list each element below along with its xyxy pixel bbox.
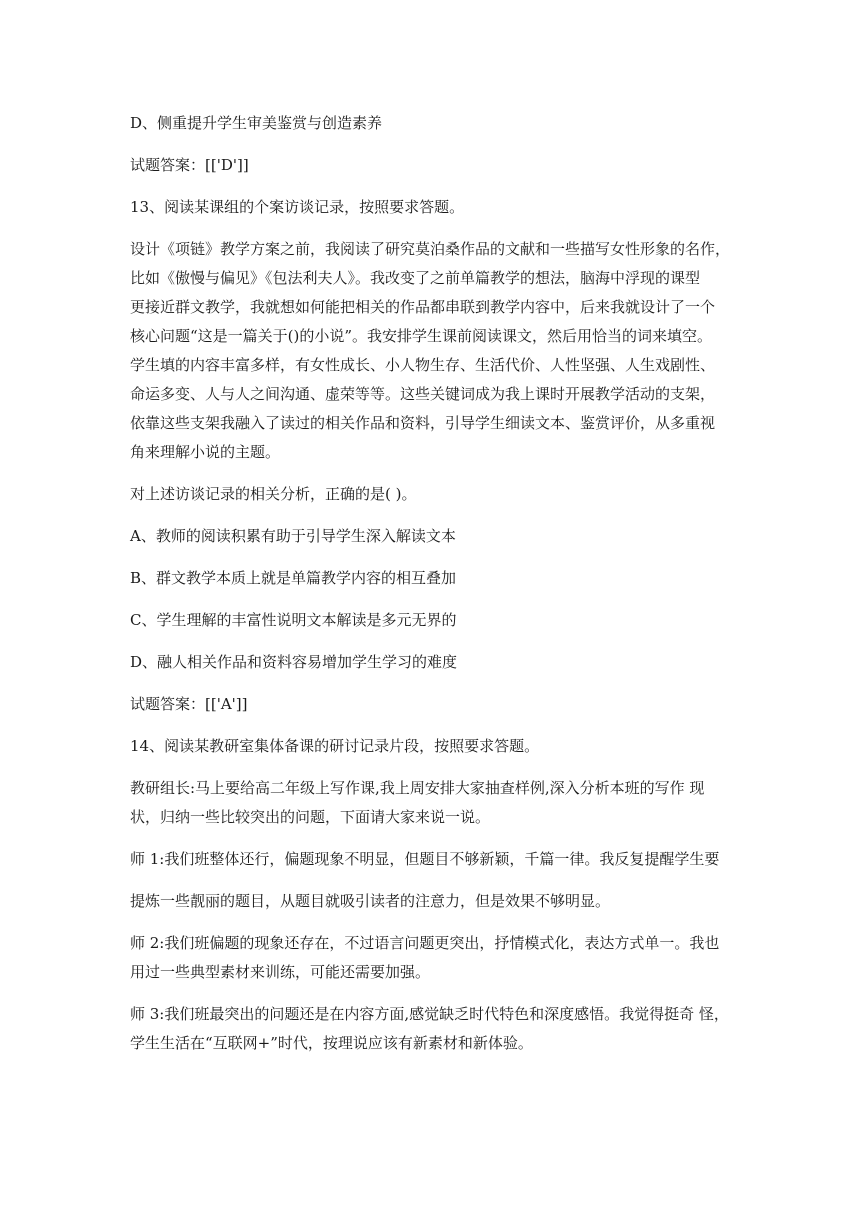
q13-passage-line: 更接近群文教学，我就想如何能把相关的作品都串联到教学内容中，后来我就设计了一个	[130, 298, 716, 316]
q14-teacher-2-line: 用过一些典型素材来训练，可能还需要加强。	[130, 963, 431, 981]
q14-teacher-3-line: 学生生活在“互联网+”时代，按理说应该有新素材和新体验。	[130, 1034, 533, 1052]
q13-question: 对上述访谈记录的相关分析，正确的是( )。	[130, 485, 417, 503]
q13-stem: 13、阅读某课组的个案访谈记录，按照要求答题。	[130, 198, 465, 216]
q13-passage-line: 角来理解小说的主题。	[130, 443, 281, 461]
prev-option-d: D、侧重提升学生审美鉴赏与创造素养	[130, 114, 383, 132]
q13-option-c: C、学生理解的丰富性说明文本解读是多元无界的	[130, 611, 457, 629]
q14-intro-line: 状，归纳一些比较突出的问题，下面请大家来说一说。	[130, 808, 491, 826]
q13-passage-line: 学生填的内容丰富多样，有女性成长、小人物生存、生活代价、人性坚强、人生戏剧性、	[130, 356, 716, 374]
q13-answer: 试题答案：[['A']]	[130, 695, 248, 713]
q13-passage-line: 依靠这些支架我融入了读过的相关作品和资料，引导学生细读文本、鉴赏评价，从多重视	[130, 414, 716, 432]
q14-teacher-2-line: 师 2:我们班偏题的现象还存在，不过语言问题更突出，抒情模式化，表达方式单一。我也	[130, 934, 720, 952]
prev-answer: 试题答案：[['D']]	[130, 156, 249, 174]
q13-passage-line: 核心问题“这是一篇关于()的小说”。我安排学生课前阅读课文，然后用恰当的词来填空。	[130, 327, 713, 345]
q14-stem: 14、阅读某教研室集体备课的研讨记录片段，按照要求答题。	[130, 737, 540, 755]
q14-teacher-1-line: 提炼一些靓丽的题目，从题目就吸引读者的注意力，但是效果不够明显。	[130, 892, 611, 910]
q13-passage-line: 命运多变、人与人之间沟通、虚荣等等。这些关键词成为我上课时开展教学活动的支架，	[130, 385, 716, 403]
q13-passage-line: 设计《项链》教学方案之前，我阅读了研究莫泊桑作品的文献和一些描写女性形象的名作，	[130, 240, 731, 258]
q14-teacher-1-line: 师 1:我们班整体还行，偏题现象不明显，但题目不够新颖，千篇一律。我反复提醒学生要	[130, 850, 720, 868]
q14-intro-line: 教研组长:马上要给高二年级上写作课,我上周安排大家抽查样例,深入分析本班的写作 现	[130, 779, 705, 797]
q13-option-d: D、融人相关作品和资料容易增加学生学习的难度	[130, 653, 458, 671]
q13-option-b: B、群文教学本质上就是单篇教学内容的相互叠加	[130, 569, 457, 587]
q14-teacher-3-line: 师 3:我们班最突出的问题还是在内容方面,感觉缺乏时代特色和深度感悟。我觉得挺奇 怪，	[130, 1005, 729, 1023]
q13-passage-line: 比如《傲慢与偏见》《包法利夫人》。我改变了之前单篇教学的想法，脑海中浮现的课型	[130, 269, 701, 287]
q13-option-a: A、教师的阅读积累有助于引导学生深入解读文本	[130, 527, 456, 545]
